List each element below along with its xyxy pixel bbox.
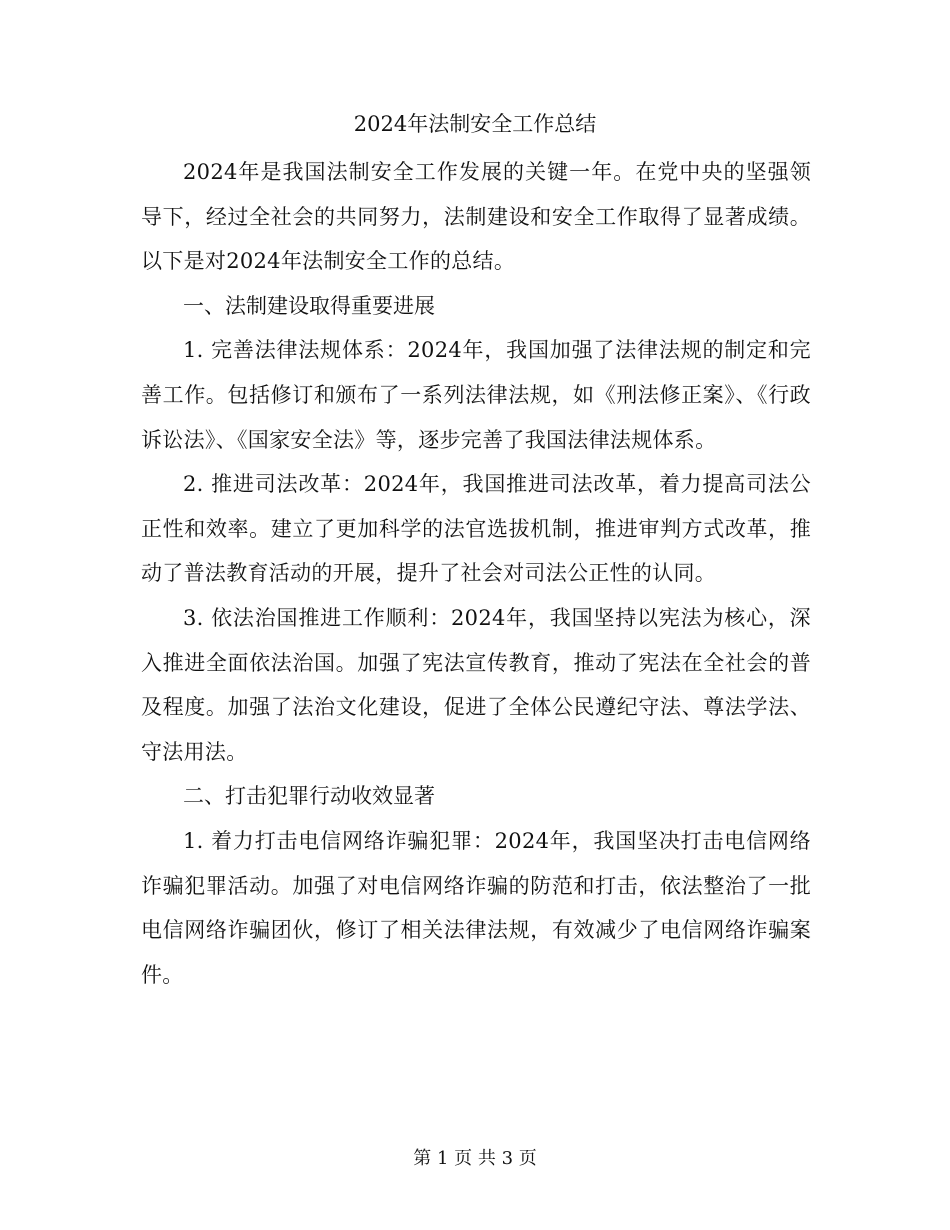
document-body (141, 150, 811, 997)
document-title: 2024年法制安全工作总结 (353, 112, 597, 136)
page-footer: 第 1 页 共 3 页 (413, 1148, 537, 1169)
section-heading-1: 一、法制建设取得重要进展 (183, 293, 435, 318)
section-heading-2: 二、打击犯罪行动收效显著 (183, 784, 435, 809)
intro-paragraph: 2024年是我国法制安全工作发展的关键一年。在党中央的坚强领导下，经过全社会的共同努力，法制建设和安全工作取得了显著成绩。以下是对2024年法制安全工作的总结。 (141, 160, 811, 274)
section-2-item-1: 1. 着力打击电信网络诈骗犯罪：2024年，我国坚决打击电信网络诈骗犯罪活动。加强了对电信网络诈骗的防范和打击，依法整治了一批电信网络诈骗团伙，修订了相关法律法规，有效减少了电信网络诈骗案件。 (141, 828, 811, 987)
section-1-item-3: 3. 依法治国推进工作顺利：2024年，我国坚持以宪法为核心，深入推进全面依法治国。加强了宪法宣传教育，推动了宪法在全社会的普及程度。加强了法治文化建设，促进了全体公民遵纪守法、尊法学法、守法用法。 (141, 605, 811, 764)
section-1-item-1: 1. 完善法律法规体系：2024年，我国加强了法律法规的制定和完善工作。包括修订和颁布了一系列法律法规，如《刑法修正案》、《行政诉讼法》、《国家安全法》等，逐步完善了我国法律法规体系。 (141, 338, 811, 452)
section-1-item-2: 2. 推进司法改革：2024年，我国推进司法改革，着力提高司法公正性和效率。建立了更加科学的法官选拔机制，推进审判方式改革，推动了普法教育活动的开展，提升了社会对司法公正性的认同。 (141, 472, 811, 586)
